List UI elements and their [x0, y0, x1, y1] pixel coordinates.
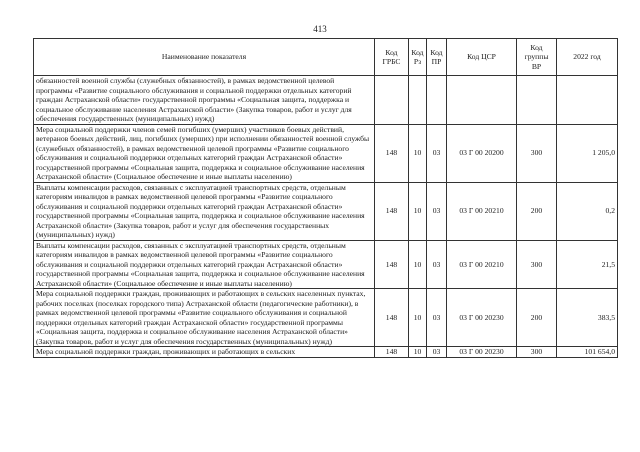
column-header-vr: Код группы ВР [517, 39, 557, 76]
table-row [34, 289, 618, 347]
row-grbs [375, 76, 409, 125]
column-header-csr: Код ЦСР [447, 39, 517, 76]
row-grbs: 148 [375, 347, 409, 358]
row-csr: 03 Г 00 20230 [447, 289, 517, 347]
column-header-name: Наименование показателя [34, 39, 375, 76]
row-value: 383,5 [557, 289, 618, 347]
row-value: 0,2 [557, 182, 618, 240]
row-pr: 03 [427, 124, 447, 182]
row-name: Мера социальной поддержки граждан, проживающих и работающих в сельских [34, 347, 375, 358]
row-vr: 200 [517, 182, 557, 240]
row-rz: 10 [409, 124, 427, 182]
row-name: Мера социальной поддержки граждан, проживающих и работающих в сельских населенных пунктах, рабочих поселках (поселках городского типа) Астраханской области (педагогические работники), в рамках ведомственной целевой программы «Развитие социального обслуживания и социальной поддержки отдельных категорий граждан Астраханской области» государственной программы «Социальная защита, поддержка и социальное обслуживание населения Астраханской области» (Закупка товаров, работ и услуг для обеспечения государственных (муниципальных) нужд) [34, 289, 375, 347]
row-grbs: 148 [375, 289, 409, 347]
row-csr [447, 76, 517, 125]
column-header-pr: Код ПР [427, 39, 447, 76]
row-pr: 03 [427, 347, 447, 358]
table-row [34, 347, 618, 358]
row-value: 21,5 [557, 240, 618, 289]
row-pr [427, 76, 447, 125]
row-pr: 03 [427, 289, 447, 347]
row-csr: 03 Г 00 20230 [447, 347, 517, 358]
row-rz: 10 [409, 182, 427, 240]
row-vr: 300 [517, 347, 557, 358]
row-pr: 03 [427, 182, 447, 240]
row-name: Мера социальной поддержки членов семей погибших (умерших) участников боевых действий, ветеранов боевых действий, лиц, погибших (умерших) при исполнении обязанностей военной службы (служебных обязанностей), в рамках ведомственной целевой программы «Развитие социального обслуживания и социальной поддержки отдельных категорий граждан Астраханской области» государственной программы «Социальная защита, поддержка и социальное обслуживание населения Астраханской области» (Социальное обеспечение и иные выплаты населению) [34, 124, 375, 182]
row-vr: 300 [517, 124, 557, 182]
row-value: 1 205,0 [557, 124, 618, 182]
table-row [34, 240, 618, 289]
column-header-grbs: Код ГРБС [375, 39, 409, 76]
row-rz [409, 76, 427, 125]
row-vr: 200 [517, 289, 557, 347]
row-name: Выплаты компенсации расходов, связанных с эксплуатацией транспортных средств, отдельным категориям инвалидов в рамках ведомственной целевой программы «Развитие социального обслуживания и социальной поддержки отдельных категорий граждан Астраханской области» государственной программы «Социальная защита, поддержка и социальное обслуживание населения Астраханской области» (Социальное обеспечение и иные выплаты населению) [34, 240, 375, 289]
row-csr: 03 Г 00 20200 [447, 124, 517, 182]
row-vr: 300 [517, 240, 557, 289]
row-pr: 03 [427, 240, 447, 289]
column-header-rz: Код Рз [409, 39, 427, 76]
header-row [34, 39, 618, 76]
row-value [557, 76, 618, 125]
row-csr: 03 Г 00 20210 [447, 240, 517, 289]
table-row [34, 182, 618, 240]
row-name: Выплаты компенсации расходов, связанных с эксплуатацией транспортных средств, отдельным категориям инвалидов в рамках ведомственной целевой программы «Развитие социального обслуживания и социальной поддержки отдельных категорий граждан Астраханской области» государственной программы «Социальная защита, поддержка и социальное обслуживание населения Астраханской области» (Закупка товаров, работ и услуг для обеспечения государственных (муниципальных) нужд) [34, 182, 375, 240]
page-number: 413 [313, 24, 327, 34]
row-value: 101 654,0 [557, 347, 618, 358]
table-row [34, 124, 618, 182]
row-rz: 10 [409, 240, 427, 289]
row-name: обязанностей военной службы (служебных обязанностей), в рамках ведомственной целевой программы «Развитие социального обслуживания и социальной поддержки отдельных категорий граждан Астраханской области» государственной программы «Социальная защита, поддержка и социальное обслуживание населения Астраханской области» (Закупка товаров, работ и услуг для обеспечения государственных (муниципальных) нужд) [34, 76, 375, 125]
row-rz: 10 [409, 347, 427, 358]
table-row [34, 76, 618, 125]
column-header-year: 2022 год [557, 39, 618, 76]
row-grbs: 148 [375, 240, 409, 289]
row-grbs: 148 [375, 182, 409, 240]
budget-table [33, 38, 618, 358]
row-rz: 10 [409, 289, 427, 347]
row-csr: 03 Г 00 20210 [447, 182, 517, 240]
row-vr [517, 76, 557, 125]
row-grbs: 148 [375, 124, 409, 182]
